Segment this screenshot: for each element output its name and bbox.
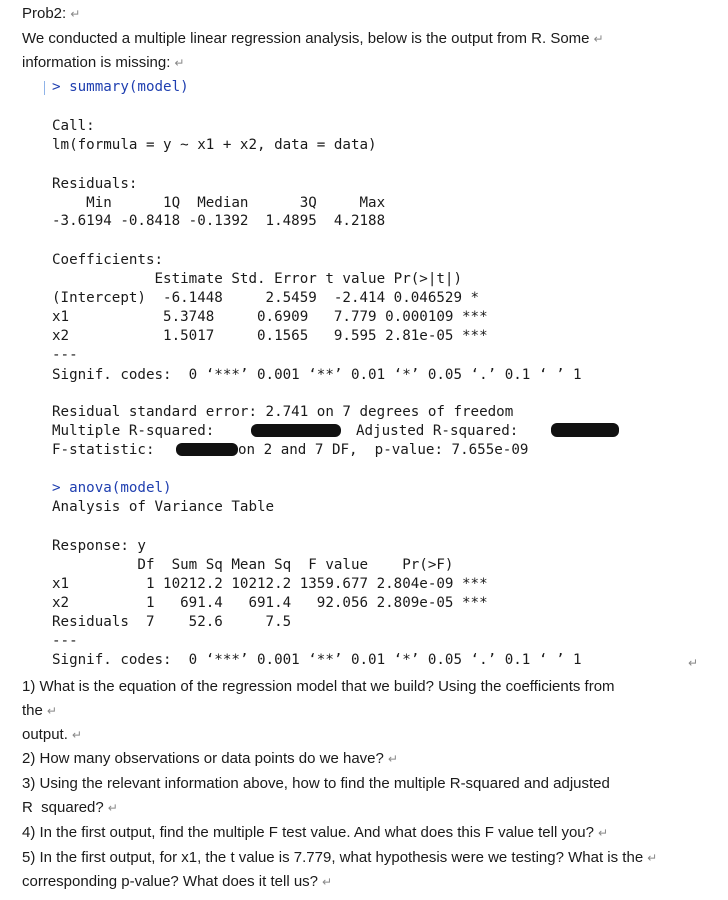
separator: --- — [52, 633, 78, 649]
residuals-header: Min 1Q Median 3Q Max — [52, 195, 386, 211]
intro-line-1 — [22, 29, 604, 49]
intro-line-2 — [22, 53, 184, 73]
signif-codes: Signif. codes: 0 ‘***’ 0.001 ‘**’ 0.01 ‘*’ 0.05 ‘.’ 0.1 ‘ ’ 1 — [52, 367, 582, 383]
return-mark-icon: ↵ — [593, 32, 604, 46]
prompt-symbol: > — [52, 480, 61, 496]
anova-title: Analysis of Variance Table — [52, 499, 275, 515]
intro-line-2-text: information is missing: — [22, 54, 171, 71]
anova-header: Df Sum Sq Mean Sq F value Pr(>F) — [52, 557, 454, 573]
return-mark-icon: ↵ — [174, 56, 185, 70]
return-mark-icon: ↵ — [70, 7, 81, 21]
console-command-anova — [52, 479, 172, 497]
question-3-line-1: 3) Using the relevant information above, how to find the multiple R-squared and adjusted — [22, 775, 610, 792]
call-label: Call: — [52, 118, 95, 134]
response-label: Response: y — [52, 538, 146, 554]
return-mark-icon: ↵ — [647, 851, 658, 865]
multiple-r-squared-label: Multiple R-squared: — [52, 423, 215, 439]
adjusted-r-squared-label: Adjusted R-squared: — [356, 423, 519, 439]
coefficients-label: Coefficients: — [52, 252, 164, 268]
intro-line-1-text: We conducted a multiple linear regression analysis, below is the output from R. Some — [22, 30, 590, 47]
residuals-label: Residuals: — [52, 176, 138, 192]
question-1-line-3 — [22, 725, 82, 745]
return-mark-icon: ↵ — [46, 704, 57, 718]
question-5-line-2-text: corresponding p-value? What does it tell us? — [22, 873, 319, 890]
call-formula: lm(formula = y ~ x1 + x2, data = data) — [52, 137, 377, 153]
command-text: anova(model) — [69, 480, 172, 496]
question-1-line-1: 1) What is the equation of the regression model that we build? Using the coefficients from — [22, 678, 615, 695]
question-4-text: 4) In the first output, find the multiple F test value. And what does this F value tell you? — [22, 824, 594, 841]
question-1-line-3-text: output. — [22, 726, 68, 743]
f-statistic-label: F-statistic: — [52, 442, 155, 458]
return-mark-icon: ↵ — [322, 875, 333, 889]
coef-row-x1: x1 5.3748 0.6909 7.779 0.000109 *** — [52, 309, 488, 325]
anova-row-residuals: Residuals 7 52.6 7.5 — [52, 614, 292, 630]
coef-row-intercept: (Intercept) -6.1448 2.5459 -2.414 0.046529 * — [52, 290, 480, 306]
prompt-symbol: > — [52, 79, 61, 95]
signif-codes: Signif. codes: 0 ‘***’ 0.001 ‘**’ 0.01 ‘*’ 0.05 ‘.’ 0.1 ‘ ’ 1 — [52, 652, 582, 668]
separator: --- — [52, 347, 78, 363]
console-command-summary — [52, 78, 189, 96]
question-3-line-2 — [22, 798, 118, 818]
return-mark-icon: ↵ — [597, 826, 609, 840]
command-text: summary(model) — [69, 79, 189, 95]
anova-row-x2: x2 1 691.4 691.4 92.056 2.809e-05 *** — [52, 595, 488, 611]
question-5-line-1-text: 5) In the first output, for x1, the t value is 7.779, what hypothesis were we testing? What is the — [22, 849, 644, 866]
question-3-line-2-text: R squared? — [22, 799, 104, 816]
residual-std-error: Residual standard error: 2.741 on 7 degrees of freedom — [52, 404, 514, 420]
question-4 — [22, 823, 608, 843]
redaction-f-statistic — [176, 443, 238, 456]
question-2 — [22, 749, 398, 769]
return-mark-icon: ↵ — [688, 656, 699, 670]
f-statistic-tail: on 2 and 7 DF, p-value: 7.655e-09 — [238, 442, 529, 458]
question-1-line-2 — [22, 701, 57, 721]
redaction-multiple-r2 — [251, 424, 341, 437]
problem-title-text: Prob2: — [22, 5, 67, 22]
redaction-adjusted-r2 — [551, 423, 619, 437]
return-mark-icon: ↵ — [107, 801, 118, 815]
coef-row-x2: x2 1.5017 0.1565 9.595 2.81e-05 *** — [52, 328, 488, 344]
return-mark-icon: ↵ — [387, 752, 398, 766]
question-5-line-1 — [22, 848, 657, 868]
coefficients-header: Estimate Std. Error t value Pr(>|t|) — [52, 271, 462, 287]
question-1-line-2-text: the — [22, 702, 43, 719]
return-mark-icon: ↵ — [71, 728, 82, 742]
residuals-values: -3.6194 -0.8418 -0.1392 1.4895 4.2188 — [52, 213, 386, 229]
question-2-text: 2) How many observations or data points do we have? — [22, 750, 384, 767]
anova-row-x1: x1 1 10212.2 10212.2 1359.677 2.804e-09 *** — [52, 576, 488, 592]
question-5-line-2 — [22, 872, 332, 892]
problem-title — [22, 4, 80, 24]
text-cursor-marker — [44, 81, 45, 95]
